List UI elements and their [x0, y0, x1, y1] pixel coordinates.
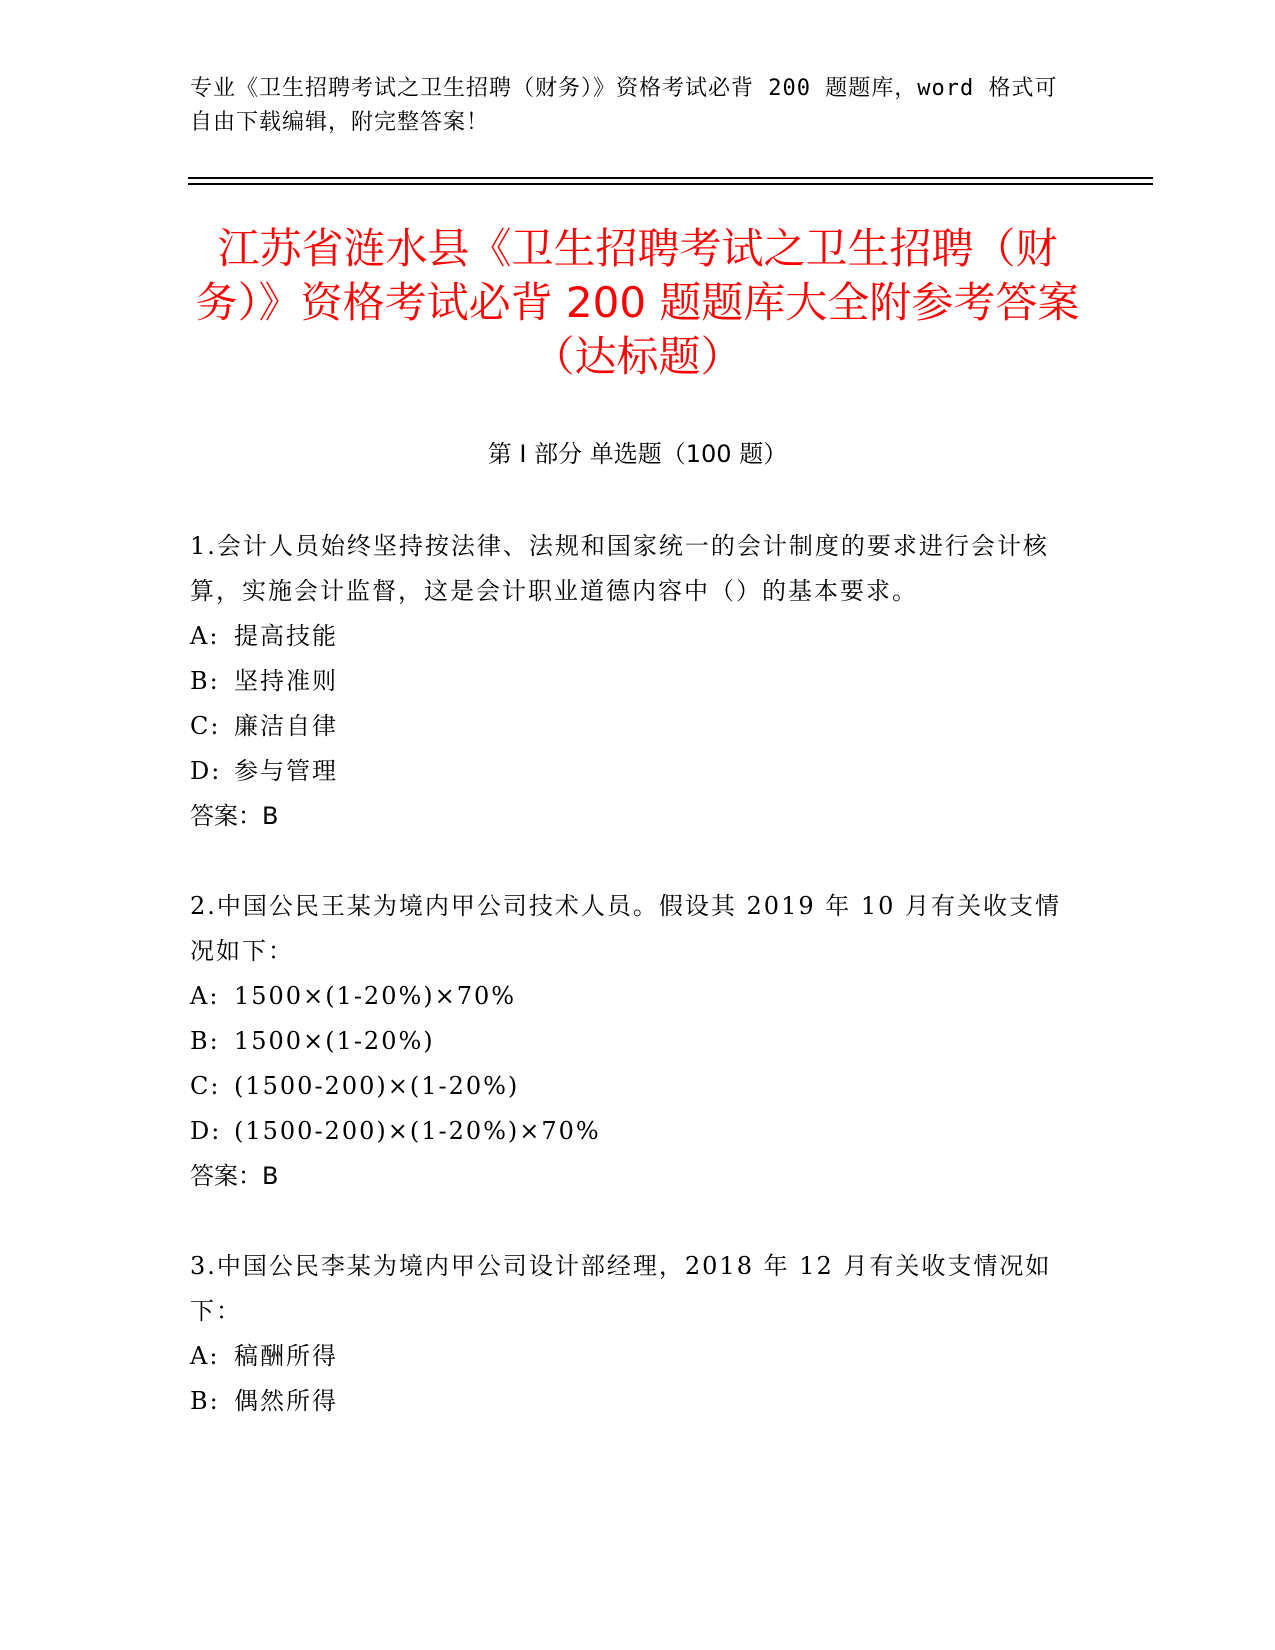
option-key: C:	[190, 712, 221, 740]
option-text: 坚持准则	[234, 667, 338, 695]
question-stem: 1.会计人员始终坚持按法律、法规和国家统一的会计制度的要求进行会计核算，实施会计监督，这是会计职业道德内容中（）的基本要求。	[190, 532, 1049, 605]
option-d	[190, 1109, 1080, 1154]
option-text: (1500-200)×(1-20%)	[234, 1072, 520, 1100]
option-key: A:	[190, 982, 220, 1010]
option-c	[190, 1064, 1080, 1109]
option-a	[190, 974, 1080, 1019]
option-text: 参与管理	[234, 757, 338, 785]
header-divider-bottom	[188, 183, 1153, 185]
option-d	[190, 749, 1080, 794]
option-key: D:	[190, 1117, 222, 1145]
option-text: 廉洁自律	[234, 712, 338, 740]
option-key: A:	[190, 1342, 220, 1370]
option-b	[190, 1379, 1080, 1424]
option-text: 稿酬所得	[234, 1342, 338, 1370]
option-a	[190, 1334, 1080, 1379]
option-text: 1500×(1-20%)	[234, 1027, 435, 1055]
header-divider-top	[188, 177, 1153, 179]
option-text: (1500-200)×(1-20%)×70%	[234, 1117, 601, 1145]
option-text: 1500×(1-20%)×70%	[234, 982, 517, 1010]
option-key: A:	[190, 622, 220, 650]
option-key: B:	[190, 667, 220, 695]
answer: 答案：B	[190, 1162, 279, 1190]
option-b	[190, 659, 1080, 704]
option-key: D:	[190, 757, 222, 785]
question-stem: 2.中国公民王某为境内甲公司技术人员。假设其 2019 年 10 月有关收支情况如下：	[190, 892, 1062, 965]
option-c	[190, 704, 1080, 749]
option-key: C:	[190, 1072, 221, 1100]
question-list	[190, 524, 1080, 1469]
answer: 答案：B	[190, 802, 279, 830]
question-2	[190, 884, 1080, 1199]
option-b	[190, 1019, 1080, 1064]
document-title: 江苏省涟水县《卫生招聘考试之卫生招聘（财务）》资格考试必背 200 题题库大全附参考答案（达标题）	[195, 224, 1080, 381]
option-text: 偶然所得	[234, 1387, 338, 1415]
option-text: 提高技能	[234, 622, 338, 650]
option-key: B:	[190, 1387, 220, 1415]
question-stem: 3.中国公民李某为境内甲公司设计部经理，2018 年 12 月有关收支情况如下：	[190, 1252, 1052, 1325]
option-key: B:	[190, 1027, 220, 1055]
section-title: 第 I 部分 单选题（100 题）	[487, 440, 788, 468]
question-3	[190, 1244, 1080, 1424]
option-a	[190, 614, 1080, 659]
question-1	[190, 524, 1080, 839]
header-note: 专业《卫生招聘考试之卫生招聘（财务）》资格考试必背 200 题题库，word 格式可自由下载编辑，附完整答案！	[190, 76, 1058, 135]
